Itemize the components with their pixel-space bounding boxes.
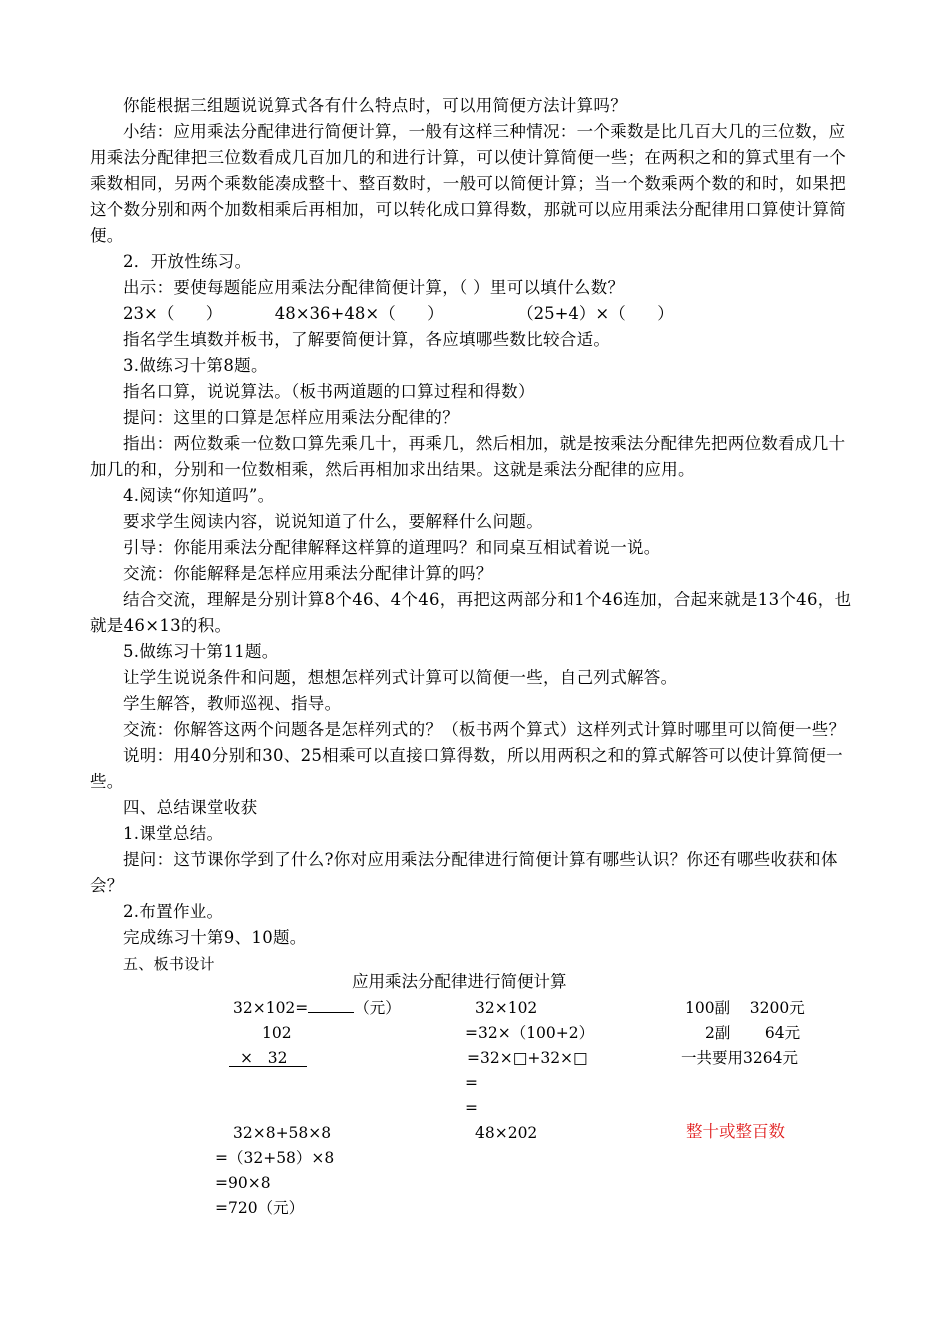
board-expression: =32×□+32×□ xyxy=(467,1049,588,1067)
paragraph: 让学生说说条件和问题，想想怎样列式计算可以简便一些，自己列式解答。 xyxy=(123,668,678,687)
section-heading: 5.做练习十第11题。 xyxy=(123,642,279,661)
board-text: （元） xyxy=(354,999,401,1017)
answer-blank xyxy=(308,998,354,1013)
section-heading: 四、总结课堂收获 xyxy=(123,798,258,817)
paragraph: 交流：你能解释是怎样应用乘法分配律计算的吗？ xyxy=(123,564,493,583)
board-expression xyxy=(233,996,401,1020)
vertical-calc-rule xyxy=(229,1066,307,1067)
board-expression: 32×8+58×8 xyxy=(233,1124,332,1142)
paragraph: 说明：用40分别和30、25相乘可以直接口算得数，所以用两积之和的算式解答可以使计算简便一些。 xyxy=(90,746,843,791)
board-expression: = xyxy=(465,1074,478,1092)
paragraph: 结合交流，理解是分别计算8个46、4个46，再把这两部分和1个46连加，合起来就是13个46，也就是46×13的积。 xyxy=(90,590,852,635)
section-heading: 五、板书设计 xyxy=(123,955,215,973)
exercise-line: 23×（ ） 48×36+48×（ ） （25+4）×（ ） xyxy=(123,304,674,323)
paragraph: 提问：这里的口算是怎样应用乘法分配律的？ xyxy=(123,408,459,427)
section-heading: 1.课堂总结。 xyxy=(123,824,224,843)
board-expression: 32×102 xyxy=(475,999,538,1017)
section-heading: 2．开放性练习。 xyxy=(123,252,252,271)
board-text: 32×102= xyxy=(233,999,309,1017)
paragraph: 出示：要使每题能应用乘法分配律简便计算，（ ）里可以填什么数？ xyxy=(123,278,625,297)
section-heading: 3.做练习十第8题。 xyxy=(123,356,268,375)
paragraph: 完成练习十第9、10题。 xyxy=(123,928,307,947)
paragraph: 指名口算，说说算法。（板书两道题的口算过程和得数） xyxy=(123,382,535,401)
paragraph: 提问：这节课你学到了什么?你对应用乘法分配律进行简便计算有哪些认识？你还有哪些收获和体会？ xyxy=(90,850,838,895)
board-expression: =（32+58）×8 xyxy=(215,1149,335,1167)
paragraph: 引导：你能用乘法分配律解释这样算的道理吗？和同桌互相试着说一说。 xyxy=(123,538,661,557)
paragraph: 你能根据三组题说说算式各有什么特点时，可以用简便方法计算吗？ xyxy=(123,96,627,115)
board-expression: =720（元） xyxy=(215,1199,305,1217)
paragraph: 交流：你解答这两个问题各是怎样列式的？（板书两个算式）这样列式计算时哪里可以简便一些？ xyxy=(123,720,846,739)
paragraph: 学生解答，教师巡视、指导。 xyxy=(123,694,342,713)
paragraph: 指名学生填数并板书，了解要简便计算，各应填哪些数比较合适。 xyxy=(123,330,611,349)
board-expression: 100副 3200元 xyxy=(685,999,805,1017)
lesson-text xyxy=(90,93,860,977)
board-expression: 一共要用3264元 xyxy=(681,1049,798,1067)
board-expression: =32×（100+2） xyxy=(465,1024,595,1042)
board-expression: 48×202 xyxy=(475,1124,538,1142)
board-expression: =90×8 xyxy=(215,1174,271,1192)
board-expression: × 32 xyxy=(240,1049,288,1067)
board-title: 应用乘法分配律进行简便计算 xyxy=(352,972,567,991)
board-expression: = xyxy=(465,1099,478,1117)
section-heading: 4.阅读“你知道吗”。 xyxy=(123,486,275,505)
board-expression: 102 xyxy=(262,1024,292,1042)
highlight-note: 整十或整百数 xyxy=(686,1122,785,1141)
summary-paragraph: 小结：应用乘法分配律进行简便计算，一般有这样三种情况：一个乘数是比几百大几的三位数，应用乘法分配律把三位数看成几百加几的和进行计算，可以使计算简便一些；在两积之和的算式里有一个乘数相同，另两个乘数能凑成整十、整百数时，一般可以简便计算；当一个数乘两个数的和时，如果把这个数分别和两个加数相乘后再相加，可以转化成口算得数，那就可以应用乘法分配律用口算使计算简便。 xyxy=(90,122,846,245)
board-expression: 2副 64元 xyxy=(705,1024,801,1042)
paragraph: 要求学生阅读内容，说说知道了什么，要解释什么问题。 xyxy=(123,512,543,531)
paragraph: 指出：两位数乘一位数口算先乘几十，再乘几，然后相加，就是按乘法分配律先把两位数看成几十加几的和，分别和一位数相乘，然后再相加求出结果。这就是乘法分配律的应用。 xyxy=(90,434,846,479)
section-heading: 2.布置作业。 xyxy=(123,902,224,921)
